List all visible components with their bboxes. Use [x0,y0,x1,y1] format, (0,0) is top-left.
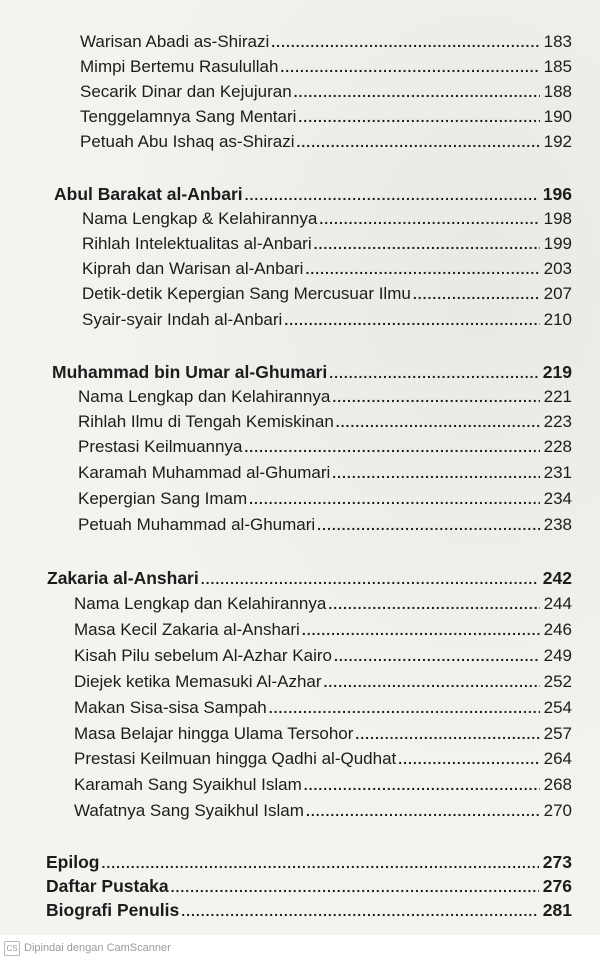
toc-entry-title: Nama Lengkap dan Kelahirannya [74,594,327,613]
toc-entry-title: Nama Lengkap dan Kelahirannya [78,387,331,406]
toc-entry-page: 183 [543,32,572,51]
toc-leader-dots [314,231,540,257]
toc-entry-page: 188 [543,82,572,101]
scanner-footer-text: Dipindai dengan CamScanner [24,942,171,954]
toc-entry [80,29,572,55]
toc-entry [74,798,572,824]
toc-entry [78,409,572,435]
toc-entry-title: Karamah Muhammad al-Ghumari [78,463,331,482]
toc-entry-title: Karamah Sang Syaikhul Islam [74,775,302,794]
toc-leader-dots [244,434,539,460]
toc-entry-title: Detik-detik Kepergian Sang Mercusuar Ilmu [82,284,411,303]
toc-entry-title: Kepergian Sang Imam [78,489,248,508]
toc-entry-page: 234 [543,489,572,508]
toc-entry [74,746,572,772]
toc-entry-title: Mimpi Bertemu Rasulullah [80,57,279,76]
toc-chapter [54,181,572,207]
toc-entry-page: 207 [543,284,572,303]
toc-entry [80,54,572,80]
toc-leader-dots [249,486,539,512]
toc-entry [74,643,572,669]
toc-chapter-page: 273 [542,852,572,872]
toc-entry [80,104,572,130]
toc-leader-dots [413,281,540,307]
toc-entry-page: 238 [543,515,572,534]
toc-endmatter-entry [46,897,572,923]
toc-entry [82,206,572,232]
toc-chapter-title: Muhammad bin Umar al-Ghumari [52,362,328,382]
toc-chapter-page: 281 [542,900,572,920]
toc-entry [74,591,572,617]
toc-entry [80,129,572,155]
toc-chapter-page: 196 [542,184,572,204]
toc-entry-title: Kiprah dan Warisan al-Anbari [82,259,304,278]
toc-chapter [47,565,572,591]
toc-entry-page: 198 [543,209,572,228]
toc-leader-dots [271,29,539,55]
toc-entry-page: 199 [543,234,572,253]
toc-chapter [52,359,572,385]
toc-entry-page: 246 [543,620,572,639]
toc-entry-title: Diejek ketika Memasuki Al-Azhar [74,672,322,691]
toc-entry-title: Prestasi Keilmuannya [78,437,243,456]
toc-leader-dots [336,409,540,435]
camscanner-icon: CS [4,941,20,956]
toc-entry-page: 270 [543,801,572,820]
toc-chapter-page: 276 [542,876,572,896]
toc-entry-page: 185 [543,57,572,76]
toc-entry-page: 231 [543,463,572,482]
toc-leader-dots [269,695,540,721]
toc-entry-page: 268 [543,775,572,794]
toc-entry-title: Masa Kecil Zakaria al-Anshari [74,620,300,639]
toc-entry-title: Rihlah Intelektualitas al-Anbari [82,234,312,253]
toc-entry [82,281,572,307]
toc-entry [78,512,572,538]
toc-entry-page: 244 [543,594,572,613]
toc-leader-dots [355,721,539,747]
toc-chapter-page: 242 [542,568,572,588]
toc-entry-page: 210 [543,310,572,329]
toc-entry [82,256,572,282]
toc-chapter-title: Daftar Pustaka [46,876,169,896]
toc-entry-page: 223 [543,412,572,431]
toc-leader-dots [305,256,539,282]
toc-leader-dots [201,566,539,592]
toc-chapter-title: Abul Barakat al-Anbari [54,184,243,204]
toc-chapter-title: Zakaria al-Anshari [47,568,199,588]
toc-leader-dots [304,772,540,798]
toc-entry [78,384,572,410]
toc-leader-dots [319,206,539,232]
toc-entry [78,434,572,460]
toc-entry-title: Masa Belajar hingga Ulama Tersohor [74,724,354,743]
toc-entry [74,695,572,721]
toc-endmatter-entry [46,849,572,875]
toc-leader-dots [334,643,540,669]
toc-entry-page: 190 [543,107,572,126]
toc-chapter-title: Epilog [46,852,100,872]
toc-chapter-title: Biografi Penulis [46,900,180,920]
toc-leader-dots [398,746,539,772]
toc-entry [74,617,572,643]
toc-entry-page: 228 [543,437,572,456]
toc-entry-title: Rihlah Ilmu di Tengah Kemiskinan [78,412,334,431]
toc-leader-dots [298,104,539,130]
toc-entry-title: Nama Lengkap & Kelahirannya [82,209,318,228]
toc-entry-page: 254 [543,698,572,717]
toc-entry-title: Warisan Abadi as-Shirazi [80,32,270,51]
toc-entry-title: Tenggelamnya Sang Mentari [80,107,297,126]
toc-entry-page: 257 [543,724,572,743]
toc-leader-dots [306,798,540,824]
toc-entry-page: 192 [543,132,572,151]
toc-entry [82,231,572,257]
toc-entry-title: Prestasi Keilmuan hingga Qadhi al-Qudhat [74,749,397,768]
toc-entry-page: 264 [543,749,572,768]
toc-entry-title: Petuah Abu Ishaq as-Shirazi [80,132,295,151]
toc-entry [80,79,572,105]
toc-entry-title: Wafatnya Sang Syaikhul Islam [74,801,304,820]
toc-leader-dots [297,129,540,155]
toc-entry [74,669,572,695]
toc-entry [74,721,572,747]
toc-leader-dots [181,898,539,924]
toc-entry-title: Makan Sisa-sisa Sampah [74,698,267,717]
toc-entry-title: Petuah Muhammad al-Ghumari [78,515,316,534]
toc-leader-dots [329,360,539,386]
toc-endmatter-entry [46,873,572,899]
toc-leader-dots [332,460,539,486]
toc-leader-dots [328,591,539,617]
toc-leader-dots [324,669,540,695]
toc-leader-dots [302,617,540,643]
scanner-footer [0,935,600,961]
toc-entry-title: Secarik Dinar dan Kejujuran [80,82,292,101]
toc-entry-page: 252 [543,672,572,691]
toc-entry [78,486,572,512]
toc-entry [82,307,572,333]
toc-leader-dots [317,512,539,538]
toc-leader-dots [245,182,539,208]
toc-entry [78,460,572,486]
toc-leader-dots [332,384,539,410]
toc-leader-dots [280,54,539,80]
toc-entry [74,772,572,798]
toc-leader-dots [294,79,540,105]
toc-entry-page: 203 [543,259,572,278]
toc-entry-title: Syair-syair Indah al-Anbari [82,310,283,329]
toc-entry-page: 249 [543,646,572,665]
toc-entry-title: Kisah Pilu sebelum Al-Azhar Kairo [74,646,332,665]
toc-entry-page: 221 [543,387,572,406]
toc-leader-dots [284,307,539,333]
toc-chapter-page: 219 [542,362,572,382]
